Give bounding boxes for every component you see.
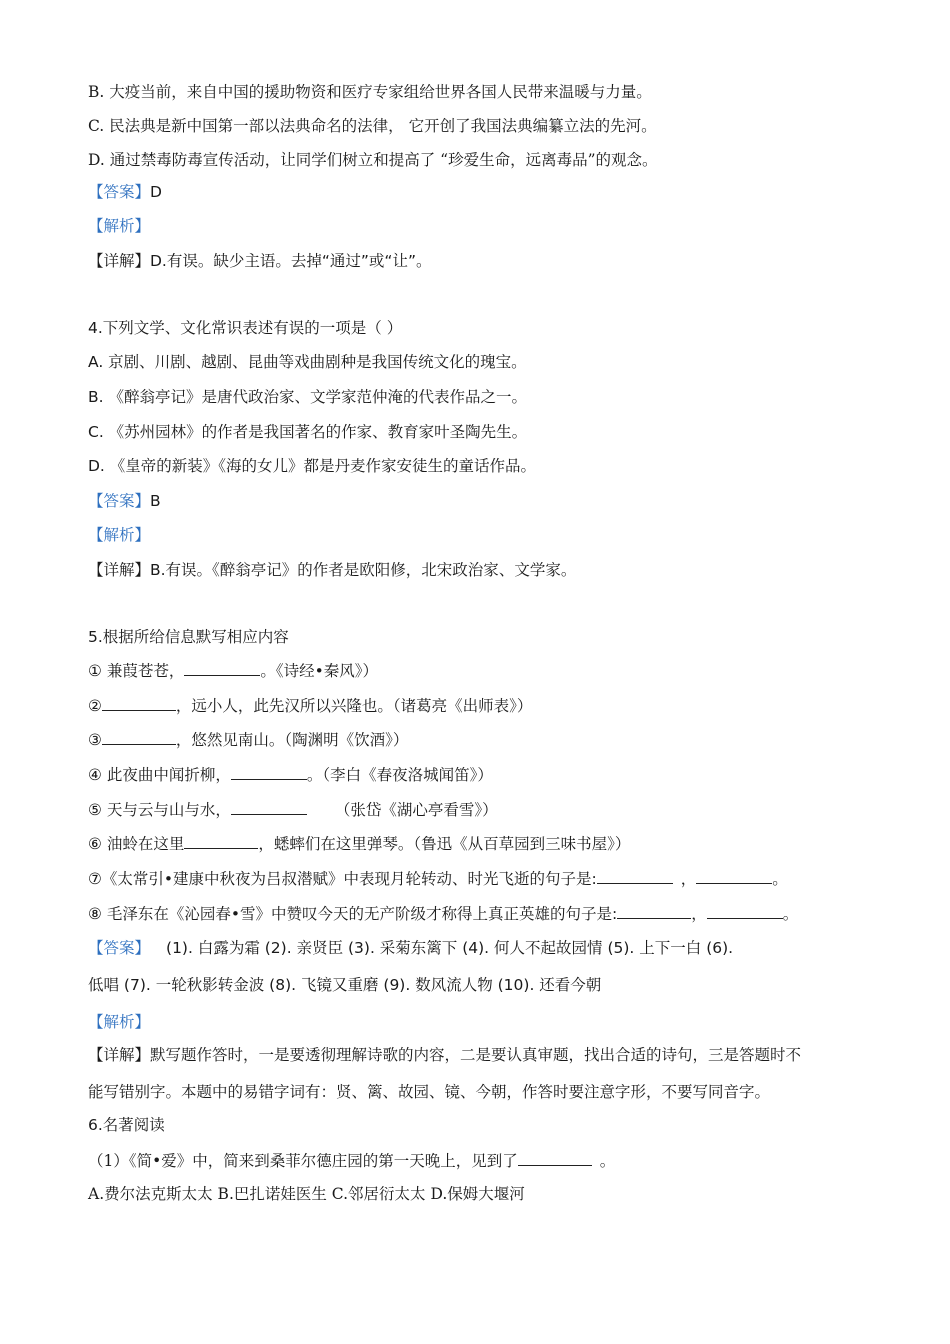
item-text-after: （张岱《湖心亭看雪》） — [334, 801, 498, 819]
item-text-after: 。 — [599, 1152, 616, 1170]
q5-answer-line-2: 低唱 (7). 一轮秋影转金波 (8). 飞镜又重磨 (9). 数风流人物 (10). 还看今朝 — [88, 976, 602, 994]
q3-option-d: D. 通过禁毒防毒宣传活动，让同学们树立和提高了 “珍爱生命，远离毒品”的观念。 — [88, 151, 658, 169]
q3-option-b: B. 大疫当前，来自中国的援助物资和医疗专家组给世界各国人民带来温暖与力量。 — [88, 83, 652, 101]
fill-blank — [597, 869, 673, 884]
fill-blank — [231, 765, 307, 780]
q4-option-a: A. 京剧、川剧、越剧、昆曲等戏曲剧种是我国传统文化的瑰宝。 — [88, 353, 527, 371]
fill-blank — [184, 661, 260, 676]
fill-blank — [617, 904, 691, 919]
q5-answer-line-1 — [88, 938, 733, 958]
item-text-before: ⑤ 天与云与山与水， — [88, 801, 231, 819]
answer-value: B — [150, 492, 161, 510]
q5-item-3 — [88, 730, 408, 750]
answer-text: (1). 白露为霜 (2). 亲贤臣 (3). 采菊东篱下 (4). 何人不起故园情 (5). 上下一白 (6). — [166, 939, 734, 957]
answer-tag: 【答案】 — [88, 492, 151, 510]
item-text-before: ③ — [88, 731, 102, 749]
q3-option-c: C. 民法典是新中国第一部以法典命名的法律， 它开创了我国法典编纂立法的先河。 — [88, 117, 657, 135]
item-text-after: 。《诗经•秦风》） — [260, 662, 378, 680]
fill-blank — [184, 834, 258, 849]
q4-option-c: C. 《苏州园林》的作者是我国著名的作家、教育家叶圣陶先生。 — [88, 423, 528, 441]
q4-analysis-tag: 【解析】 — [88, 526, 151, 544]
item-text-before: ② — [88, 697, 102, 715]
q4-option-d: D. 《皇帝的新装》《海的女儿》都是丹麦作家安徒生的童话作品。 — [88, 457, 537, 475]
fill-blank — [696, 869, 772, 884]
item-text-before: ⑥ 油蛉在这里 — [88, 835, 185, 853]
q5-analysis-tag: 【解析】 — [88, 1013, 151, 1031]
q5-item-2 — [88, 696, 532, 716]
item-text-after: 。 — [772, 870, 788, 888]
q3-detail: 【详解】D.有误。缺少主语。去掉“通过”或“让”。 — [88, 252, 432, 270]
fill-blank — [518, 1151, 592, 1166]
q6-stem: 6.名著阅读 — [88, 1116, 165, 1134]
q3-answer-line — [88, 182, 162, 202]
q5-item-1 — [88, 661, 378, 681]
answer-tag: 【答案】 — [88, 183, 151, 201]
q5-item-4 — [88, 765, 493, 785]
q5-detail-line-2: 能写错别字。本题中的易错字词有：贤、篱、故园、镜、今朝，作答时要注意字形，不要写同音字。 — [88, 1083, 771, 1101]
q5-stem: 5.根据所给信息默写相应内容 — [88, 628, 289, 646]
q3-analysis-tag: 【解析】 — [88, 217, 151, 235]
q5-item-8 — [88, 904, 798, 924]
item-text-before: ⑧ 毛泽东在《沁园春•雪》中赞叹今天的无产阶级才称得上真正英雄的句子是: — [88, 905, 618, 923]
item-text-before: （1）《简•爱》中，简来到桑菲尔德庄园的第一天晚上，见到了 — [88, 1152, 518, 1170]
q6-sub1 — [88, 1151, 615, 1171]
item-text-after: ，远小人，此先汉所以兴隆也。（诸葛亮《出师表》） — [175, 697, 533, 715]
q4-detail: 【详解】B.有误。《醉翁亭记》的作者是欧阳修，北宋政治家、文学家。 — [88, 561, 577, 579]
q4-option-b: B. 《醉翁亭记》是唐代政治家、文学家范仲淹的代表作品之一。 — [88, 388, 527, 406]
item-text-after: ，蟋蟀们在这里弹琴。（鲁迅《从百草园到三味书屋》） — [258, 835, 631, 853]
fill-blank — [102, 730, 176, 745]
item-text-after: ，悠然见南山。（陶渊明《饮酒》） — [175, 731, 409, 749]
q6-options: A.费尔法克斯太太 B.巴扎诺娃医生 C.邻居衍太太 D.保姆大堰河 — [88, 1185, 525, 1203]
q4-stem: 4.下列文学、文化常识表述有误的一项是（ ） — [88, 319, 403, 337]
item-separator: ， — [691, 905, 707, 923]
item-text-after: 。 — [782, 905, 799, 923]
fill-blank — [707, 904, 783, 919]
q5-item-7 — [88, 869, 788, 889]
item-separator: ， — [680, 870, 697, 888]
fill-blank — [231, 800, 307, 815]
item-text-before: ④ 此夜曲中闻折柳， — [88, 766, 231, 784]
item-text-before: ① 兼葭苍苍， — [88, 662, 185, 680]
q5-item-6 — [88, 834, 630, 854]
answer-value: D — [150, 183, 162, 201]
item-text-after: 。（李白《春夜洛城闻笛》） — [306, 766, 493, 784]
item-text-before: ⑦《太常引•建康中秋夜为吕叔潜赋》中表现月轮转动、时光飞逝的句子是: — [88, 870, 597, 888]
q5-item-5 — [88, 800, 498, 820]
fill-blank — [102, 696, 176, 711]
q5-detail-line-1: 【详解】默写题作答时，一是要透彻理解诗歌的内容，二是要认真审题，找出合适的诗句，三是答题时不 — [88, 1046, 802, 1064]
q4-answer-line — [88, 491, 161, 511]
answer-tag: 【答案】 — [88, 939, 151, 957]
